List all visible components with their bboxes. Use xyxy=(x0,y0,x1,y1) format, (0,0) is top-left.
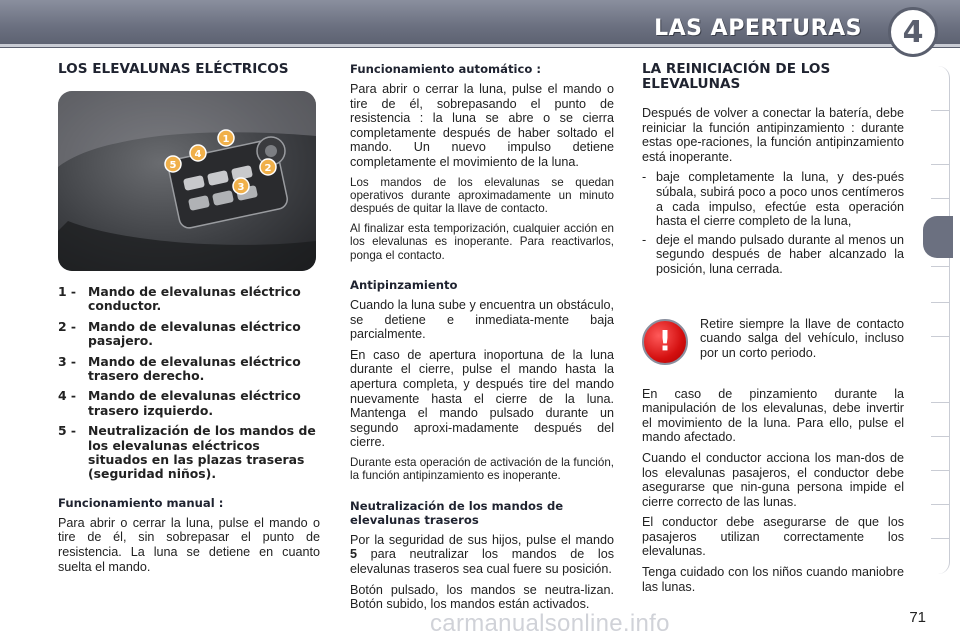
side-tab-marker xyxy=(931,266,949,267)
callout-3 xyxy=(233,178,249,194)
callout-layer xyxy=(58,91,316,271)
warning-box xyxy=(642,317,904,379)
svg-text:2: 2 xyxy=(264,163,272,174)
rear-lock-text: Botón pulsado, los mandos se neutra-lizan. Botón subido, los mandos están activados. xyxy=(350,582,614,612)
header-stripe xyxy=(0,44,960,47)
side-tab-marker xyxy=(931,110,949,111)
chapter-header xyxy=(0,0,960,48)
svg-text:1: 1 xyxy=(222,134,230,145)
list-item: 2 - Mando de elevalunas eléctrico pasajero. xyxy=(58,318,301,349)
column-operation xyxy=(350,62,614,618)
chapter-title: LAS APERTURAS xyxy=(654,16,862,41)
list-item: 1 - Mando de elevalunas eléctrico conductor. xyxy=(58,284,301,314)
rear-lock-text: Por la seguridad de sus hijos, pulse el mando 5 para neutralizar los mandos de los elevalunas traseros sea cual fuere su posición. xyxy=(350,532,614,576)
list-item: 5 - Neutralización de los mandos de los elevalunas eléctricos situados en las plazas traseras (seguridad niños). xyxy=(58,423,316,482)
anti-pinch-note: Durante esta operación de activación de la función, la función antipinzamiento es inoperante. xyxy=(350,455,614,483)
side-tab-marker xyxy=(931,538,949,539)
warning-text: Retire siempre la llave de contacto cuando salga del vehículo, incluso por un corto periodo. xyxy=(700,316,904,360)
side-tab-marker xyxy=(931,470,949,471)
side-tab-marker xyxy=(931,198,949,199)
callout-4 xyxy=(190,145,206,161)
rear-lock-heading: Neutralización de los mandos de elevalunas traseros xyxy=(350,498,564,527)
manual-operation-text: Para abrir o cerrar la luna, pulse el mando o tire de él, sin sobrepasar el punto de resistencia. La luna se detiene en cuanto suelta el mando. xyxy=(58,515,320,574)
page-number: 71 xyxy=(909,609,926,626)
chapter-side-tabs xyxy=(925,66,950,574)
svg-text:5: 5 xyxy=(169,160,177,171)
auto-operation-note: Los mandos de los elevalunas se quedan operativos durante aproximadamente un minuto después de quitar la llave de contacto. xyxy=(350,175,614,216)
body-paragraph: En caso de pinzamiento durante la manipulación de los elevalunas, debe invertir el movimiento de la luna. Para ello, pulse el mando afectado. xyxy=(642,386,904,445)
list-item: - deje el mando pulsado durante al menos un segundo después de haber alcanzado la posición, luna cerrada. xyxy=(642,232,904,276)
control-legend-list xyxy=(58,285,320,482)
list-item: 4 - Mando de elevalunas eléctrico trasero izquierdo. xyxy=(58,388,301,418)
warning-icon: ! xyxy=(642,319,688,365)
side-tab-active[interactable] xyxy=(923,216,953,258)
section-title-reinit: LA REINICIACIÓN DE LOS ELEVALUNAS xyxy=(642,61,831,92)
callout-2 xyxy=(260,159,276,175)
side-tab-marker xyxy=(931,336,949,337)
auto-operation-text: Para abrir o cerrar la luna, pulse el mando o tire de él, sobrepasando el punto de resistencia : la luna se abre o se cierra completamente después de haber soltado el mando. Un nuevo impulso detiene completamente el movimiento de la luna. xyxy=(350,82,614,169)
anti-pinch-text: Cuando la luna sube y encuentra un obstáculo, se detiene e inmediata-mente baja parcialmente. xyxy=(350,298,614,342)
svg-text:4: 4 xyxy=(194,149,202,160)
anti-pinch-text: En caso de apertura inoportuna de la luna durante el cierre, pulse el mando hasta la apertura completa, y después tire del mando nuevamente hasta el cierre de la luna. Mantenga el mando pulsado durante un segundo aproxi-madamente después del cierre. xyxy=(350,347,614,450)
svg-text:3: 3 xyxy=(237,182,245,193)
callout-5 xyxy=(165,156,181,172)
reinit-intro: Después de volver a conectar la batería, debe reiniciar la función antipinzamiento : durante estas ope-raciones, la función antipinzamiento está inoperante. xyxy=(642,106,904,164)
body-paragraph: El conductor debe asegurarse de que los pasajeros utilizan correctamente los elevalunas. xyxy=(642,515,904,559)
column-elevalunas xyxy=(58,62,320,580)
side-tab-marker xyxy=(931,436,949,437)
watermark: carmanualsonline.info xyxy=(430,610,670,637)
side-tab-marker xyxy=(931,504,949,505)
auto-operation-heading: Funcionamiento automático : xyxy=(350,62,541,76)
callout-1 xyxy=(218,130,234,146)
manual-operation-heading: Funcionamiento manual : xyxy=(58,495,224,510)
column-reinit xyxy=(642,62,904,600)
side-tab-marker xyxy=(931,164,949,165)
list-item: - baje completamente la luna, y des-pués súbala, subirá poco a poco unos centímeros a cada impulso, efectúe esta operación hasta el cierre completo de la luna, xyxy=(642,170,904,229)
auto-operation-note: Al finalizar esta temporización, cualquier acción en los elevalunas es inoperante. Para reactivarlos, ponga el contacto. xyxy=(350,221,614,262)
door-switch-photo xyxy=(58,91,316,271)
side-tab-marker xyxy=(931,302,949,303)
body-paragraph: Cuando el conductor acciona los man-dos de los elevalunas pasajeros, el conductor debe asegurarse que nin-guna persona impide el cierre correcto de las lunas. xyxy=(642,450,904,509)
list-item: 3 - Mando de elevalunas eléctrico trasero derecho. xyxy=(58,353,301,384)
body-paragraph: Tenga cuidado con los niños cuando maniobre las lunas. xyxy=(642,565,904,594)
chapter-number-badge: 4 xyxy=(888,7,938,57)
side-tab-marker xyxy=(931,402,949,403)
reinit-steps xyxy=(642,170,904,276)
section-title-elevalunas: LOS ELEVALUNAS ELÉCTRICOS xyxy=(58,61,289,77)
anti-pinch-heading: Antipinzamiento xyxy=(350,278,458,292)
